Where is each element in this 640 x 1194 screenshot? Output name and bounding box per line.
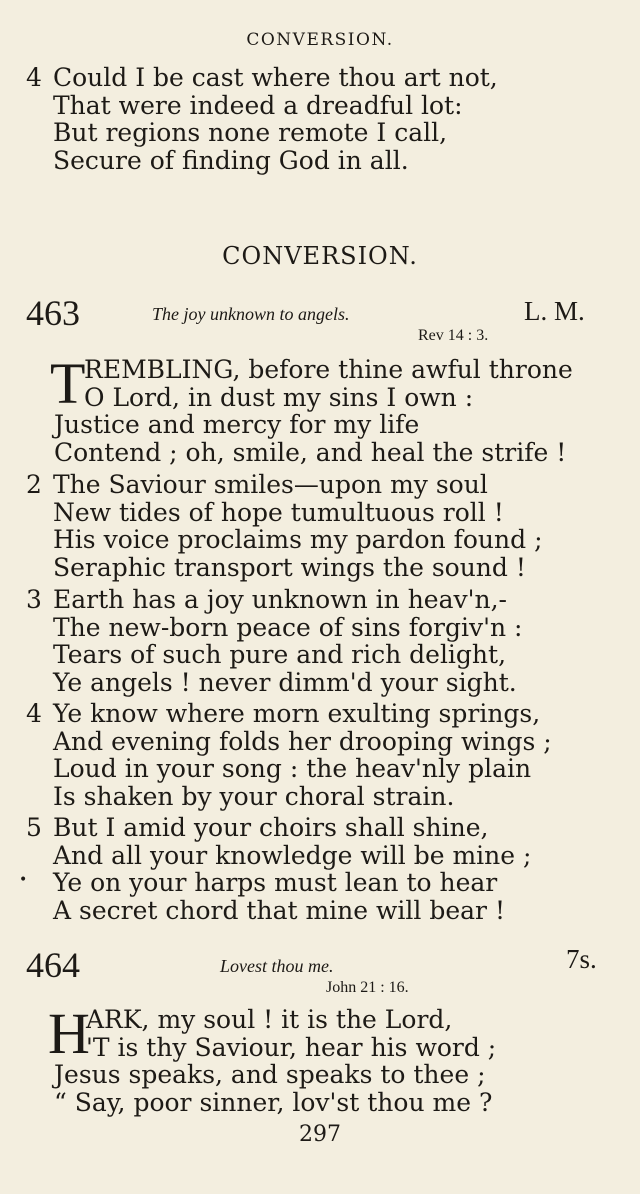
hymn-463-title: The joy unknown to angels. xyxy=(152,304,350,324)
hymn-464-title: Lovest thou me. xyxy=(220,956,334,976)
verse-line: Is shaken by your choral strain. xyxy=(53,781,455,811)
ink-speck: • xyxy=(19,872,28,888)
section-title: CONVERSION. xyxy=(222,242,418,270)
verse-line: 4 Could I be cast where thou art not, xyxy=(26,63,498,92)
verse-line: Ye on your harps must lean to hear xyxy=(53,868,498,897)
hymn-463-stanza-4 xyxy=(26,700,616,810)
verse-line: Seraphic transport wings the sound ! xyxy=(53,552,526,582)
stanza-number: 4 xyxy=(26,699,42,728)
verse-line: “ Say, poor sinner, lov'st thou me ? xyxy=(54,1087,493,1117)
drop-cap: H xyxy=(48,1001,90,1066)
verse-line: Contend ; oh, smile, and heal the strife ! xyxy=(54,437,567,467)
verse-line: REMBLING, before thine awful throne xyxy=(84,355,573,384)
verse-line: And all your knowledge will be mine ; xyxy=(53,840,532,870)
hymn-463-stanza-1 xyxy=(50,351,640,467)
verse-line: New tides of hope tumultuous roll ! xyxy=(53,497,504,527)
verse-line: ARK, my soul ! it is the Lord, xyxy=(86,1005,453,1034)
verse-line: 2 The Saviour smiles—upon my soul xyxy=(26,470,488,499)
verse-line: Justice and mercy for my life xyxy=(54,410,420,439)
stanza-number: 4 xyxy=(26,63,42,92)
verse-line: Tears of such pure and rich delight, xyxy=(53,640,507,669)
prev-stanza xyxy=(26,64,616,174)
verse-line: Loud in your song : the heav'nly plain xyxy=(53,754,532,783)
hymn-464-meter: 7s. xyxy=(566,944,597,974)
page-number: 297 xyxy=(299,1122,341,1147)
verse-line: A secret chord that mine will bear ! xyxy=(53,895,505,925)
verse-line: 'T is thy Saviour, hear his word ; xyxy=(86,1032,497,1062)
verse-line: That were indeed a dreadful lot: xyxy=(53,90,463,120)
hymn-464-reference: John 21 : 16. xyxy=(326,979,409,996)
hymn-463-number: 463 xyxy=(26,293,80,333)
stanza-number: 2 xyxy=(26,470,42,499)
verse-line: 4 Ye know where morn exulting springs, xyxy=(26,699,541,728)
hymn-463-reference: Rev 14 : 3. xyxy=(418,327,489,344)
verse-line: And evening folds her drooping wings ; xyxy=(53,726,552,756)
stanza-number: 3 xyxy=(26,585,42,614)
verse-line: But regions none remote I call, xyxy=(53,118,448,147)
verse-line: Ye angels ! never dimm'd your sight. xyxy=(53,667,517,697)
drop-cap: T xyxy=(50,351,86,416)
hymn-464-stanza-1 xyxy=(48,1001,640,1117)
hymn-464-number: 464 xyxy=(26,945,80,985)
stanza-number: 5 xyxy=(26,813,42,842)
hymn-463-stanza-2 xyxy=(26,471,616,581)
hymn-463-stanza-3 xyxy=(26,586,616,696)
verse-line: Jesus speaks, and speaks to thee ; xyxy=(54,1060,486,1089)
hymn-463-stanza-5 xyxy=(26,814,616,924)
verse-line: O Lord, in dust my sins I own : xyxy=(84,382,474,412)
verse-line: 5 But I amid your choirs shall shine, xyxy=(26,813,489,842)
running-head: CONVERSION. xyxy=(246,30,394,50)
verse-line: The new-born peace of sins forgiv'n : xyxy=(53,612,523,642)
verse-line: Secure of finding God in all. xyxy=(53,145,409,175)
hymn-463-meter: L. M. xyxy=(524,296,585,326)
verse-line: His voice proclaims my pardon found ; xyxy=(53,525,543,554)
verse-line: 3 Earth has a joy unknown in heav'n,- xyxy=(26,585,507,614)
